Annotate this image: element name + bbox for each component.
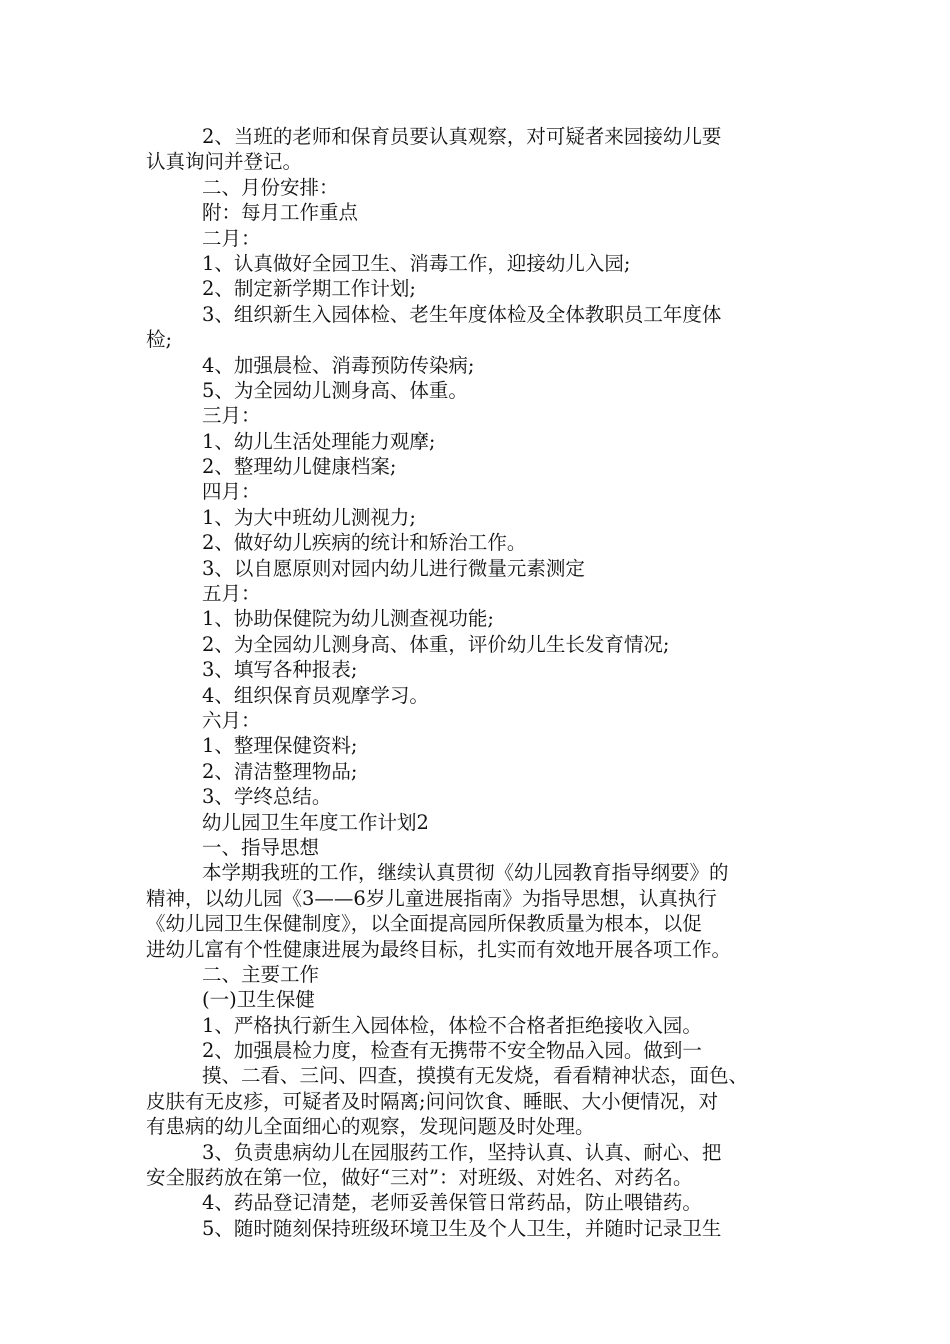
text-line: 3、负责患病幼儿在园服药工作，坚持认真、认真、耐心、把 — [202, 1140, 722, 1164]
text-line: 本学期我班的工作，继续认真贯彻《幼儿园教育指导纲要》的 — [202, 861, 729, 885]
text-line: 五月： — [202, 582, 261, 606]
text-line: 四月： — [202, 480, 261, 504]
text-line: 1、协助保健院为幼儿测查视功能; — [202, 607, 494, 631]
text-line: 幼儿园卫生年度工作计划2 — [202, 810, 429, 834]
text-line: 1、认真做好全园卫生、消毒工作，迎接幼儿入园; — [202, 251, 631, 275]
text-line: 二月： — [202, 226, 261, 250]
text-line: 安全服药放在第一位，做好“三对”：对班级、对姓名、对药名。 — [146, 1166, 693, 1190]
text-line: 3、填写各种报表; — [202, 658, 358, 682]
text-line: 《幼儿园卫生保健制度》，以全面提高园所保教质量为根本，以促 — [146, 912, 702, 936]
text-line: 有患病的幼儿全面细心的观察，发现问题及时处理。 — [146, 1115, 595, 1139]
text-line: (一)卫生保健 — [202, 988, 315, 1012]
text-line: 2、制定新学期工作计划; — [202, 277, 416, 301]
text-line: 二、月份安排： — [202, 175, 339, 199]
text-line: 3、组织新生入园体检、老生年度体检及全体教职员工年度体 — [202, 302, 722, 326]
text-line: 1、严格执行新生入园体检，体检不合格者拒绝接收入园。 — [202, 1013, 702, 1037]
text-line: 4、组织保育员观摩学习。 — [202, 683, 429, 707]
text-line: 1、幼儿生活处理能力观摩; — [202, 429, 436, 453]
text-line: 皮肤有无皮疹，可疑者及时隔离;问问饮食、睡眠、大小便情况，对 — [146, 1089, 719, 1113]
document-page — [146, 124, 810, 1241]
text-line: 进幼儿富有个性健康进展为最终目标，扎实而有效地开展各项工作。 — [146, 937, 732, 961]
text-line: 2、整理幼儿健康档案; — [202, 455, 397, 479]
text-line: 一、指导思想 — [202, 835, 320, 859]
text-line: 精神，以幼儿园《3——6岁儿童进展指南》为指导思想，认真执行 — [146, 886, 717, 910]
text-line: 三月： — [202, 404, 261, 428]
text-line: 2、清洁整理物品; — [202, 759, 358, 783]
text-line: 1、整理保健资料; — [202, 734, 358, 758]
text-line: 摸、二看、三问、四查，摸摸有无发烧，看看精神状态，面色、 — [202, 1064, 749, 1088]
text-line: 六月： — [202, 708, 261, 732]
text-line: 5、为全园幼儿测身高、体重。 — [202, 378, 468, 402]
text-line: 2、加强晨检力度，检查有无携带不安全物品入园。做到一 — [202, 1039, 702, 1063]
text-line: 3、学终总结。 — [202, 785, 332, 809]
text-line: 5、随时随刻保持班级环境卫生及个人卫生，并随时记录卫生 — [202, 1216, 722, 1240]
text-line: 4、加强晨检、消毒预防传染病; — [202, 353, 475, 377]
text-line: 检; — [146, 328, 173, 352]
text-line: 2、做好幼儿疾病的统计和矫治工作。 — [202, 531, 527, 555]
text-line: 2、当班的老师和保育员要认真观察，对可疑者来园接幼儿要 — [202, 125, 722, 148]
text-line: 4、药品登记清楚，老师妥善保管日常药品，防止喂错药。 — [202, 1191, 702, 1215]
text-line: 二、主要工作 — [202, 962, 320, 986]
text-line: 认真询问并登记。 — [146, 150, 303, 174]
text-line: 附：每月工作重点 — [202, 201, 359, 225]
text-line: 2、为全园幼儿测身高、体重，评价幼儿生长发育情况; — [202, 632, 670, 656]
text-line: 3、以自愿原则对园内幼儿进行微量元素测定 — [202, 556, 585, 580]
text-line: 1、为大中班幼儿测视力; — [202, 505, 416, 529]
